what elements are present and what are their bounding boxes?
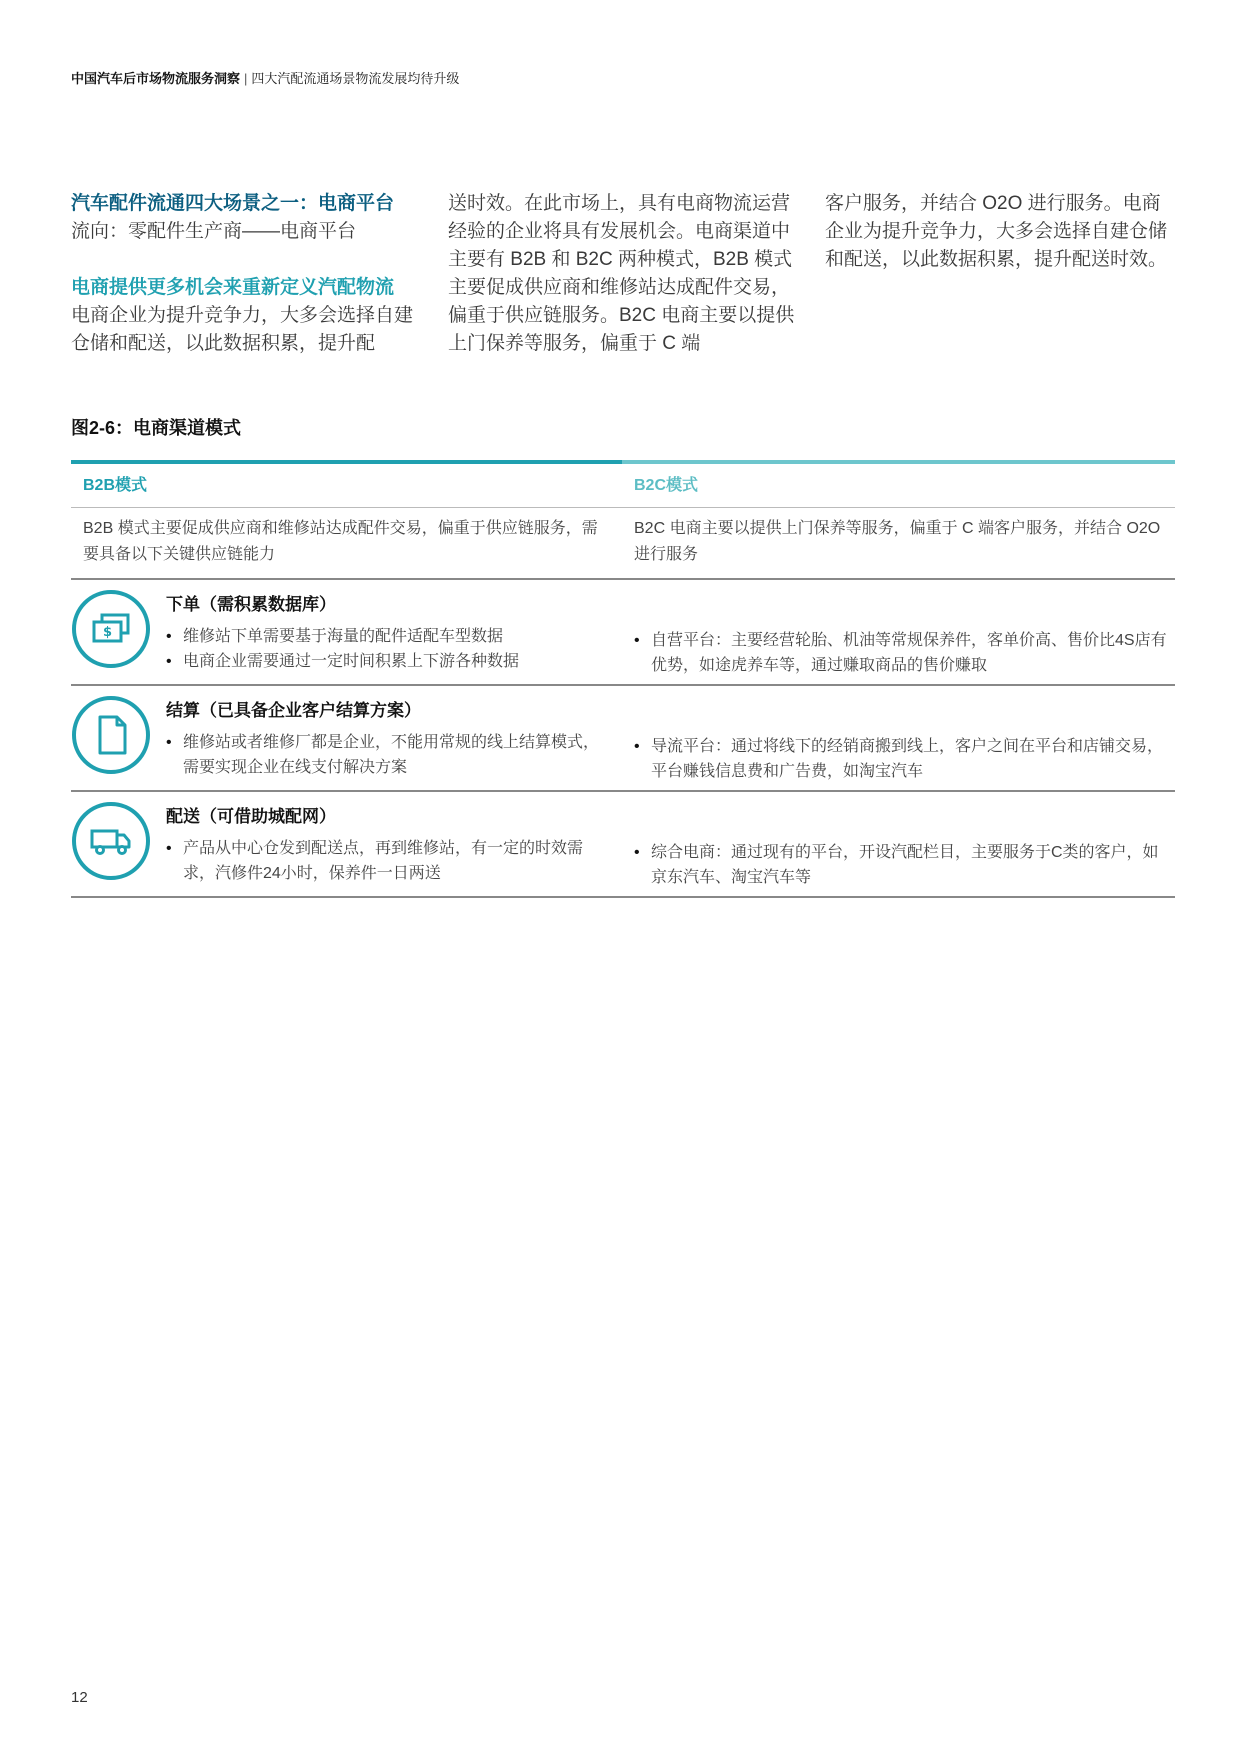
table-row <box>71 792 1175 898</box>
intro-column-2 <box>448 190 800 358</box>
money-icon <box>72 590 150 668</box>
list-item: • 电商企业需要通过一定时间积累上下游各种数据 <box>166 649 606 674</box>
channel-model-table <box>71 460 1175 898</box>
feature-bullets <box>166 730 606 780</box>
feature-title: 结算（已具备企业客户结算方案） <box>166 701 421 720</box>
b2c-item: • 自营平台：主要经营轮胎、机油等常规保养件，客单价高、售价比4S店有优势，如途虎养车等，通过赚取商品的售价赚取 <box>634 628 1171 678</box>
b2c-description: B2C 电商主要以提供上门保养等服务，偏重于 C 端客户服务，并结合 O2O 进行服务 <box>634 520 1161 563</box>
figure-title: 图2-6：电商渠道模式 <box>71 418 242 438</box>
intro-column-1 <box>71 190 416 358</box>
page-number: 12 <box>71 1689 88 1706</box>
list-item: • 产品从中心仓发到配送点，再到维修站，有一定的时效需求，汽修件24小时，保养件一日两送 <box>166 836 606 886</box>
header-separator: | <box>244 71 248 86</box>
b2b-header: B2B模式 <box>83 477 148 494</box>
table-row <box>71 580 1175 686</box>
b2c-item: • 综合电商：通过现有的平台，开设汽配栏目，主要服务于C类的客户，如京东汽车、淘宝汽车等 <box>634 840 1171 890</box>
table-header-row <box>71 464 1175 508</box>
intro-paragraph-3: 客户服务，并结合 O2O 进行服务。电商企业为提升竞争力，大多会选择自建仓储和配送，以此数据积累，提升配送时效。 <box>825 193 1168 270</box>
intro-paragraph-2: 送时效。在此市场上，具有电商物流运营经验的企业将具有发展机会。电商渠道中主要有 B2B 和 B2C 两种模式，B2B 模式主要促成供应商和维修站达成配件交易，偏重于供应链服务。B2C 电商主要以提供上门保养等服务，偏重于 C 端 <box>448 193 795 354</box>
header-title: 中国汽车后市场物流服务洞察 <box>71 71 241 86</box>
feature-title: 下单（需积累数据库） <box>166 595 336 614</box>
running-header <box>71 68 459 87</box>
intro-column-3 <box>825 190 1175 274</box>
list-item: • 维修站下单需要基于海量的配件适配车型数据 <box>166 624 606 649</box>
document-icon <box>72 696 150 774</box>
b2c-item: • 导流平台：通过将线下的经销商搬到线上，客户之间在平台和店铺交易，平台赚钱信息费和广告费，如淘宝汽车 <box>634 734 1171 784</box>
b2b-description: B2B 模式主要促成供应商和维修站达成配件交易，偏重于供应链服务，需要具备以下关键供应链能力 <box>83 520 598 563</box>
table-row <box>71 686 1175 792</box>
list-item: • 维修站或者维修厂都是企业，不能用常规的线上结算模式，需要实现企业在线支付解决方案 <box>166 730 606 780</box>
feature-bullets <box>166 836 606 886</box>
b2c-header: B2C模式 <box>634 477 699 494</box>
section-heading: 汽车配件流通四大场景之一：电商平台 <box>71 193 395 214</box>
feature-title: 配送（可借助城配网） <box>166 807 336 826</box>
section-subheading: 电商提供更多机会来重新定义汽配物流 <box>71 277 395 298</box>
feature-bullets <box>166 624 606 674</box>
header-subtitle: 四大汽配流通场景物流发展均待升级 <box>251 71 460 86</box>
table-description-row <box>71 508 1175 580</box>
svg-text:$: $ <box>102 625 113 640</box>
intro-paragraph-1: 电商企业为提升竞争力，大多会选择自建仓储和配送，以此数据积累，提升配 <box>71 305 414 354</box>
truck-icon <box>72 802 150 880</box>
flow-line: 流向：零配件生产商——电商平台 <box>71 221 357 242</box>
